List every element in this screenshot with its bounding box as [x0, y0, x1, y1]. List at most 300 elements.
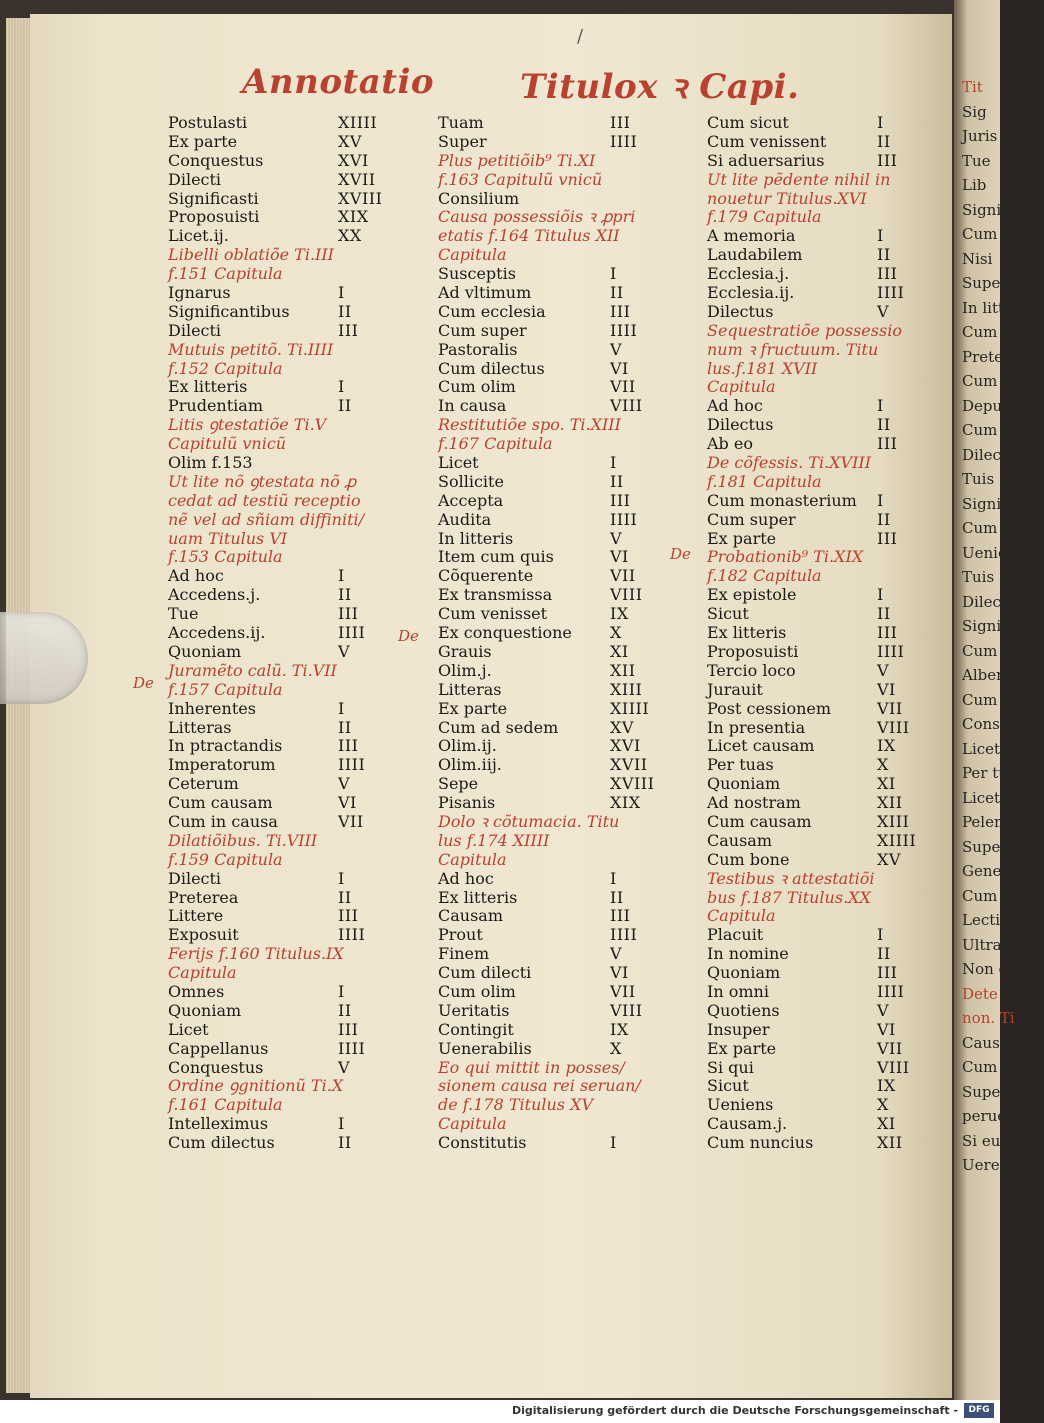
entry-title: Cum super — [707, 509, 796, 529]
entry-number: VIII — [610, 1000, 643, 1020]
right-page-text: Juris — [962, 127, 998, 145]
entry-number: II — [877, 415, 891, 435]
entry-title: Dolo ꝛ cõtumacia. Titu — [438, 811, 620, 831]
entry-title: bus f.187 Titulus.XX — [707, 887, 871, 907]
entry-title: Licet — [168, 1019, 209, 1039]
entry-number: XI — [877, 774, 896, 794]
entry-title: f.161 Capitula — [168, 1095, 283, 1115]
entry-number: XII — [877, 793, 903, 813]
entry-title: Proposuisti — [168, 207, 260, 227]
entry-number: XII — [877, 1133, 903, 1153]
entry-number: I — [877, 396, 884, 416]
entry-number: I — [338, 566, 345, 586]
entry-title: f.182 Capitula — [707, 566, 822, 586]
entry-number: III — [338, 320, 359, 340]
right-page-text: Cum ce — [962, 641, 1020, 660]
entry-number: III — [877, 434, 898, 454]
entry-title: Tuam — [438, 113, 484, 132]
entry-title: Probationib⁹ Ti.XIX — [707, 547, 864, 567]
entry-title: Post cessionem — [707, 698, 832, 718]
entry-number: IIII — [610, 320, 638, 340]
entry-number: II — [877, 245, 891, 265]
entry-title: Accedens.ij. — [168, 623, 266, 643]
entry-title: Mutuis petitõ. Ti.IIII — [168, 339, 334, 359]
entry-number: I — [610, 868, 617, 888]
entry-title: In omni — [707, 981, 769, 1001]
header-right: Titulox ꝛ Capi. — [520, 67, 800, 107]
entry-title: Cum olim — [438, 377, 516, 397]
right-page-text: Alberi — [962, 666, 1009, 684]
entry-number: I — [338, 377, 345, 397]
entry-title: Ut lite nõ ꝯtestata nõ ꝓ — [168, 471, 357, 491]
entry-title: nouetur Titulus.XVI — [707, 188, 867, 208]
entry-title: Cum ad sedem — [438, 717, 559, 737]
entry-title: Tue — [168, 604, 199, 624]
entry-number: XIIII — [877, 830, 917, 850]
entry-title: Ecclesia.j. — [707, 264, 790, 284]
entry-title: Cum in causa — [168, 811, 278, 831]
entry-number: VI — [877, 1019, 896, 1039]
entry-title: Omnes — [168, 981, 225, 1001]
entry-title: Olim.j. — [438, 660, 492, 680]
right-page-text: Causam — [962, 1033, 1023, 1052]
footer-credit: Digitalisierung gefördert durch die Deutsche Forschungsgemeinschaft - — [511, 1404, 958, 1417]
right-page-text: Lectime — [962, 911, 1024, 929]
entry-title: Ex epistole — [707, 585, 797, 605]
entry-title: de f.178 Titulus XV — [438, 1095, 594, 1115]
entry-title: Ad hoc — [168, 566, 224, 586]
entry-title: Ex conquestione — [438, 623, 572, 643]
entry-number: V — [877, 301, 890, 321]
entry-title: Cum causam — [168, 793, 273, 813]
entry-number: V — [877, 1000, 890, 1020]
right-page-text: Licet.ij — [962, 788, 1015, 807]
right-page-text: Si eum — [962, 1131, 1015, 1150]
entry-number: IIII — [877, 283, 905, 303]
right-page-text: Significa — [962, 200, 1029, 219]
entry-title: Conquestus — [168, 150, 264, 170]
entry-title: Susceptis — [438, 264, 516, 284]
entry-number: III — [877, 963, 898, 983]
entry-title: Ceterum — [168, 774, 239, 794]
entry-number: XVII — [610, 755, 648, 775]
right-page-text: Dilecto — [962, 592, 1016, 611]
entry-title: lus.f.181 XVII — [707, 358, 818, 378]
right-page-text: Super eo — [962, 1082, 1031, 1101]
entry-title: f.167 Capitula — [438, 434, 553, 454]
entry-number: XIX — [610, 793, 641, 813]
entry-title: Cum dilectus — [438, 358, 545, 378]
entry-title: f.179 Capitula — [707, 207, 822, 227]
entry-title: Capitula — [438, 245, 507, 265]
entry-title: Grauis — [438, 641, 492, 661]
entry-title: Dilecti — [168, 320, 222, 340]
entry-number: IX — [877, 736, 896, 756]
entry-number: VI — [877, 679, 896, 699]
entry-number: II — [338, 301, 352, 321]
entry-number: II — [338, 717, 352, 737]
entry-title: Ex litteris — [707, 623, 787, 643]
entry-number: XV — [877, 849, 901, 869]
entry-title: Ad hoc — [438, 868, 494, 888]
entry-title: Causam — [438, 906, 504, 926]
entry-title: Significasti — [168, 188, 259, 208]
entry-title: Per tuas — [707, 755, 774, 775]
entry-title: Capitula — [438, 1114, 507, 1134]
entry-title: Accepta — [438, 490, 504, 510]
entry-title: Ex litteris — [438, 887, 518, 907]
entry-number: III — [877, 528, 898, 548]
entry-number: XII — [610, 660, 636, 680]
page-mark: / — [577, 26, 584, 47]
entry-title: f.157 Capitula — [168, 679, 283, 699]
entry-number: II — [877, 509, 891, 529]
entry-title: In causa — [438, 396, 507, 416]
entry-title: Ex parte — [707, 1038, 777, 1058]
entry-title: Ex litteris — [168, 377, 248, 397]
entry-number: IIII — [610, 131, 638, 151]
entry-number: II — [877, 604, 891, 624]
entry-number: XVI — [338, 150, 369, 170]
entry-number: VII — [877, 1038, 903, 1058]
entry-title: Preterea — [168, 887, 239, 907]
entry-title: Causa possessiõis ꝛ ꝓpri — [438, 207, 636, 227]
entry-number: III — [877, 264, 898, 284]
entry-number: VI — [610, 963, 629, 983]
entry-title: Licet — [438, 453, 479, 473]
entry-number: IIII — [610, 925, 638, 945]
right-page-text: Tuis — [962, 568, 995, 586]
right-page-text: Cum a nob — [962, 372, 1044, 390]
entry-number: XV — [338, 131, 362, 151]
entry-number: VII — [610, 566, 636, 586]
entry-title: f.181 Capitula — [707, 471, 822, 491]
entry-title: Ex parte — [438, 698, 508, 718]
entry-title: Eo qui mittit in posses/ — [438, 1057, 625, 1077]
entry-title: In litteris — [438, 528, 514, 548]
entry-number: IIII — [610, 509, 638, 529]
entry-title: Quoniam — [168, 641, 242, 661]
entry-title: Accedens.j. — [168, 585, 261, 605]
right-page-text: non. Ti — [962, 1009, 1015, 1027]
dfg-logo: DFG — [964, 1403, 994, 1418]
entry-number: XVII — [338, 169, 376, 189]
entry-number: IIII — [338, 623, 366, 643]
entry-number: III — [338, 1019, 359, 1039]
entry-number: II — [877, 944, 891, 964]
entry-title: Plus petitiõib⁹ Ti.XI — [438, 150, 596, 170]
right-page-text: Per tua — [962, 764, 1017, 782]
right-page-text: Ultra — [962, 935, 1002, 954]
entry-title: Capitula — [707, 377, 776, 397]
entry-title: Capitula — [707, 906, 776, 926]
right-page-text: Uerens — [962, 1156, 1017, 1174]
entry-title: Cum dilectus — [168, 1133, 275, 1153]
entry-title: Proposuisti — [707, 641, 799, 661]
entry-number: I — [610, 453, 617, 473]
entry-number: VI — [338, 793, 357, 813]
entry-title: Cum sicut — [707, 113, 789, 132]
entry-title: Ex transmissa — [438, 585, 553, 605]
right-page-text: Lib — [962, 176, 987, 194]
entry-title: Sepe — [438, 774, 479, 794]
entry-title: Cum dilecti — [438, 963, 532, 983]
right-page-text: Tit — [962, 78, 983, 96]
entry-number: VII — [610, 981, 636, 1001]
entry-title: Dilectus — [707, 415, 774, 435]
entry-title: Ad vltimum — [438, 283, 532, 303]
entry-number: IIII — [877, 641, 905, 661]
entry-title: sionem causa rei seruan/ — [438, 1076, 641, 1096]
entry-number: I — [877, 226, 884, 246]
entry-title: Quoniam — [707, 963, 781, 983]
entry-title: Dilecti — [168, 868, 222, 888]
entry-title: Tercio loco — [707, 660, 796, 680]
entry-title: Pastoralis — [438, 339, 518, 359]
entry-title: Littere — [168, 906, 224, 926]
page-clip — [0, 612, 88, 704]
entry-number: III — [610, 490, 631, 510]
right-page-text: Signific — [962, 494, 1020, 513]
entry-title: Inherentes — [168, 698, 256, 718]
entry-number: III — [338, 736, 359, 756]
entry-number: IIII — [338, 925, 366, 945]
right-page-text: Licet — [962, 739, 1001, 758]
entry-number: II — [338, 585, 352, 605]
entry-title: Juramẽto calũ. Ti.VII — [168, 660, 337, 680]
entry-number: I — [610, 1133, 617, 1153]
entry-number: IIII — [338, 755, 366, 775]
entry-title: In presentia — [707, 717, 806, 737]
entry-title: Quoniam — [707, 774, 781, 794]
entry-title: Insuper — [707, 1019, 770, 1039]
entry-number: VIII — [610, 396, 643, 416]
entry-title: Restitutiõe spo. Ti.XIII — [438, 415, 621, 435]
entry-title: etatis f.164 Titulus XII — [438, 226, 620, 246]
right-page-text: Dilectus — [962, 445, 1025, 464]
entry-title: Quoniam — [168, 1000, 242, 1020]
entry-title: cedat ad testiũ receptio — [168, 490, 361, 510]
entry-number: XV — [610, 717, 634, 737]
entry-title: Postulasti — [168, 113, 248, 132]
entry-title: Ueniens — [707, 1095, 774, 1115]
entry-title: Si aduersarius — [707, 150, 825, 170]
entry-number: III — [610, 906, 631, 926]
entry-title: Cum venisset — [438, 604, 548, 624]
entry-title: Cum venissent — [707, 131, 827, 151]
entry-title: In nomine — [707, 944, 789, 964]
entry-title: De cõfessis. Ti.XVIII — [707, 453, 872, 473]
entry-number: V — [338, 774, 351, 794]
entry-title: Ab eo — [707, 434, 753, 454]
entry-number: IX — [877, 1076, 896, 1096]
right-page-text: Tue — [962, 151, 991, 170]
entry-title: Sicut — [707, 1076, 749, 1096]
entry-title: Prudentiam — [168, 396, 263, 416]
entry-title: Imperatorum — [168, 755, 276, 775]
entry-number: XIIII — [338, 113, 378, 132]
right-page-text: Signifi — [962, 617, 1012, 635]
entry-title: uam Titulus VI — [168, 528, 288, 548]
entry-title: Ferijs f.160 Titulus.IX — [168, 944, 344, 964]
right-page-text: Cum olim — [962, 421, 1035, 439]
entry-number: V — [610, 528, 623, 548]
entry-title: Cum causam — [707, 811, 812, 831]
entry-number: II — [338, 887, 352, 907]
page-edge-stack — [6, 18, 32, 1393]
entry-number: VII — [610, 377, 636, 397]
entry-title: Causam — [707, 830, 773, 850]
entry-number: I — [338, 283, 345, 303]
entry-title: Capitulũ vnicũ — [168, 434, 287, 454]
margin-note: De — [670, 545, 691, 563]
entry-title: Placuit — [707, 925, 764, 945]
entry-title: f.152 Capitula — [168, 358, 283, 378]
entry-number: XI — [877, 1114, 896, 1134]
entry-title: Capitula — [438, 849, 507, 869]
right-page-text: Deputatie — [962, 396, 1037, 415]
entry-title: Quotiens — [707, 1000, 780, 1020]
entry-title: lus f.174 XIIII — [438, 830, 550, 850]
entry-number: II — [338, 1000, 352, 1020]
entry-title: Testibus ꝛ attestatiõi — [707, 868, 875, 888]
entry-title: Litis ꝯtestatiõe Ti.V — [168, 415, 327, 435]
right-page-text: Cum ri — [962, 886, 1015, 905]
entry-number: I — [338, 981, 345, 1001]
entry-title: Ordine ꝯgnitionũ Ti.X — [168, 1076, 344, 1096]
entry-title: Ad hoc — [707, 396, 763, 416]
entry-title: Finem — [438, 944, 490, 964]
entry-number: I — [610, 264, 617, 284]
entry-number: IIII — [877, 981, 905, 1001]
entry-number: II — [610, 471, 624, 491]
entry-title: Ecclesia.ij. — [707, 283, 795, 303]
right-page-text: Cum ven — [962, 323, 1030, 341]
entry-number: I — [877, 113, 884, 132]
entry-number: II — [338, 396, 352, 416]
entry-number: III — [877, 150, 898, 170]
entry-title: Cum nuncius — [707, 1133, 814, 1153]
entry-number: V — [610, 944, 623, 964]
entry-title: f.163 Capitulũ vnicũ — [438, 169, 603, 189]
entry-title: Ut lite pẽdente nihil in — [707, 169, 891, 189]
entry-number: V — [877, 660, 890, 680]
entry-number: III — [610, 113, 631, 132]
entry-title: Causam.j. — [707, 1114, 788, 1134]
footer-bar — [0, 1400, 1000, 1423]
entry-number: II — [610, 887, 624, 907]
entry-title: Dilatiõibus. Ti.VIII — [168, 830, 318, 850]
right-page-text: Constit — [962, 715, 1017, 733]
right-page-text: Pelen — [962, 813, 1004, 831]
right-page-text: General — [962, 862, 1023, 880]
entry-title: Si qui — [707, 1057, 754, 1077]
entry-number: I — [338, 868, 345, 888]
margin-note: De — [398, 627, 419, 645]
entry-number: V — [338, 641, 351, 661]
entry-title: Olim.iij. — [438, 755, 502, 775]
entry-number: XI — [610, 641, 629, 661]
right-page-text: Nisi — [962, 249, 993, 268]
right-page-text: peruenit — [962, 1107, 1027, 1125]
entry-title: Cõquerente — [438, 566, 534, 586]
entry-number: XVI — [610, 736, 641, 756]
right-page-text: Sig — [962, 102, 987, 121]
entry-number: V — [610, 339, 623, 359]
right-page-text: Preteres — [962, 347, 1027, 366]
right-page-text: Cum in — [962, 690, 1017, 709]
entry-title: Audita — [438, 509, 492, 529]
entry-number: XIX — [338, 207, 369, 227]
entry-title: nẽ vel ad sñiam diffiniti/ — [168, 509, 365, 529]
entry-number: VII — [338, 811, 364, 831]
entry-title: Cum olim — [438, 981, 516, 1001]
entry-title: Sollicite — [438, 471, 504, 491]
header-left: Annotatio — [242, 62, 435, 102]
entry-number: XIII — [877, 811, 910, 831]
entry-title: Significantibus — [168, 301, 290, 321]
entry-number: VI — [610, 358, 629, 378]
entry-number: I — [877, 585, 884, 605]
right-page-text: In litter — [962, 298, 1021, 317]
entry-title: Pisanis — [438, 793, 496, 813]
entry-number: V — [338, 1057, 351, 1077]
entry-number: XVIII — [338, 188, 383, 208]
entry-title: f.153 Capitula — [168, 547, 283, 567]
entry-title: Laudabilem — [707, 245, 803, 265]
entry-number: X — [877, 755, 889, 775]
entry-title: Consilium — [438, 188, 520, 208]
entry-number: VIII — [877, 1057, 910, 1077]
entry-number: VIII — [877, 717, 910, 737]
entry-title: Cappellanus — [168, 1038, 269, 1058]
entry-title: Dilecti — [168, 169, 222, 189]
entry-title: Litteras — [438, 679, 502, 699]
entry-title: Litteras — [168, 717, 232, 737]
right-page-text: Uenien — [962, 543, 1017, 562]
entry-title: Ex parte — [707, 528, 777, 548]
entry-number: X — [877, 1095, 889, 1115]
entry-number: III — [610, 301, 631, 321]
entry-title: Uenerabilis — [438, 1038, 532, 1058]
entry-title: Licet causam — [707, 736, 815, 756]
entry-number: VII — [877, 698, 903, 718]
entry-number: XIIII — [610, 698, 650, 718]
entry-title: Cum bone — [707, 849, 790, 869]
entry-number: IX — [610, 1019, 629, 1039]
entry-title: num ꝛ fructuum. Titu — [707, 339, 879, 359]
entry-title: Item cum quis — [438, 547, 554, 567]
entry-title: Olim.ij. — [438, 736, 497, 756]
entry-number: VIII — [610, 585, 643, 605]
right-page-text: Cum — [962, 519, 998, 537]
right-page-fragment — [954, 0, 1044, 1400]
entry-title: Libelli oblatiõe Ti.III — [168, 245, 334, 265]
entry-title: f.159 Capitula — [168, 849, 283, 869]
right-page-text: Tuis — [962, 470, 995, 488]
entry-title: Ex parte — [168, 131, 238, 151]
entry-number: I — [877, 490, 884, 510]
right-page-text: Cum an — [962, 225, 1021, 243]
entry-title: Capitula — [168, 963, 237, 983]
entry-number: III — [338, 604, 359, 624]
entry-number: II — [610, 283, 624, 303]
entry-title: Sequestratiõe possessio — [707, 320, 902, 340]
entry-title: Conquestus — [168, 1057, 264, 1077]
entry-title: Sicut — [707, 604, 749, 624]
entry-number: II — [338, 1133, 352, 1153]
entry-number: VI — [610, 547, 629, 567]
